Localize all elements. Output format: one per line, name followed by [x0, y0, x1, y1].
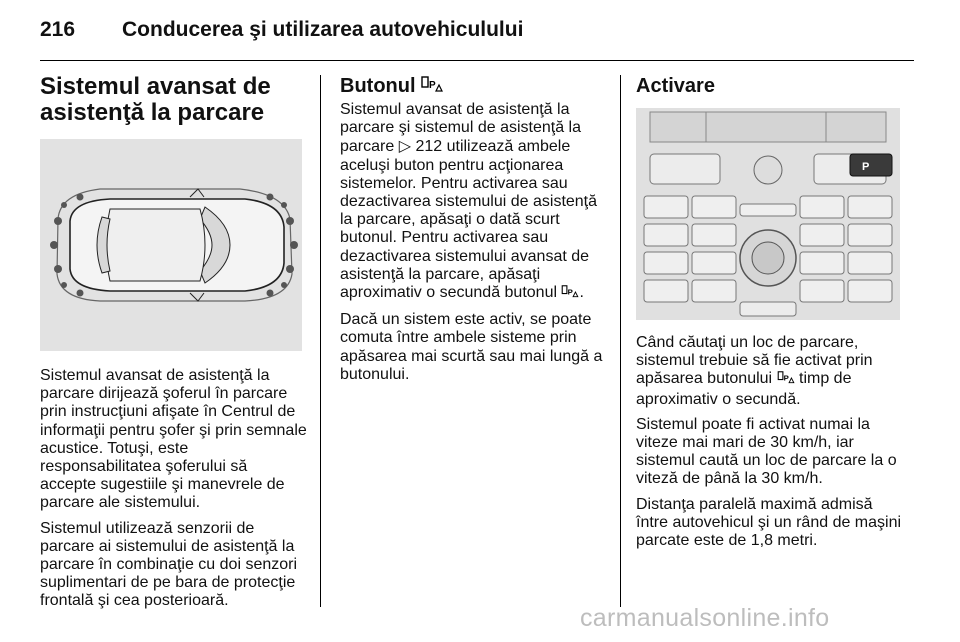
paragraph-activation — [636, 334, 910, 409]
subsection-title-button — [340, 75, 610, 99]
parking-assist-icon — [561, 285, 579, 304]
center-console-illustration — [636, 108, 900, 320]
paragraph-button-text-a: Sistemul avansat de asistenţă la parcare şi sistemul de asistenţă la parcare — [340, 101, 581, 156]
paragraph-speed: Sistemul poate fi activat numai la viteze mai mari de 30 km/h, iar sistemul caută un loc de parcare la o viteză de până la 30 km/h. — [636, 415, 897, 488]
page-header — [40, 14, 920, 54]
svg-text:P: P — [862, 161, 870, 173]
car-sensors-illustration — [40, 139, 302, 351]
header-rule — [40, 60, 914, 61]
page-number: 216 — [40, 18, 76, 41]
paragraph-switch: Dacă un sistem este activ, se poate comuta între ambele sisteme prin apăsarea mai scurtă sau mai lungă a butonului. — [340, 311, 603, 383]
paragraph-intro: Sistemul avansat de asistenţă la parcare dirijează şoferul în parcare prin instrucţiuni afişate în Centrul de informaţii pentru şofer şi prin semnale acustice. Totuşi, este responsabilitatea şoferului să accepte sugestiile şi manevrele de parcare ale sistemului. — [40, 367, 307, 512]
paragraph-button-description — [340, 101, 610, 304]
parking-assist-icon — [421, 76, 443, 99]
svg-text:P: P — [783, 373, 789, 383]
column-divider-2 — [620, 75, 621, 607]
chapter-title: Conducerea şi utilizarea autovehiculului — [122, 18, 524, 41]
crossref-arrow-icon[interactable]: ▷ — [398, 136, 412, 156]
paragraph-activation-text-a: Când căutaţi un loc de parcare, sistemul trebuie să fie activat prin apăsarea butonului — [636, 334, 873, 388]
subsection-title-text: Butonul — [340, 75, 416, 97]
column-1 — [40, 72, 310, 618]
section-title: Sistemul avansat de asistenţă la parcare — [40, 73, 271, 126]
column-3 — [636, 72, 910, 557]
subsection-title-activation: Activare — [636, 75, 715, 97]
watermark: carmanualsonline.info — [580, 604, 830, 632]
paragraph-activation-text-b: timp de aproximativ o secundă. — [636, 370, 852, 408]
column-divider-1 — [320, 75, 321, 607]
paragraph-distance: Distanţa paralelă maximă admisă între autovehicul şi un rând de maşini parcate este de 1,8 metri. — [636, 495, 902, 550]
parking-assist-icon — [777, 371, 795, 390]
column-2 — [340, 72, 610, 391]
paragraph-button-text-b: 212 utilizează ambele aceluşi buton pentru acţionarea sistemelor. Pentru activarea sau dezactivarea sistemului de asistenţă la parcare, apăsaţi o dată scurt butonul. Pentru activarea sau dezactivarea sistemului avansat de asistenţă la parcare, apăsaţi aproximativ o secundă butonul — [340, 138, 598, 302]
svg-text:P: P — [429, 80, 436, 91]
paragraph-sensors: Sistemul utilizează senzorii de parcare ai sistemului de asistenţă la parcare în combinaţie cu doi senzori suplimentari de pe bara de protecţie frontală şi cea posterioară. — [40, 519, 298, 610]
paragraph-button-text-c: . — [579, 284, 584, 302]
svg-text:P: P — [568, 287, 574, 297]
